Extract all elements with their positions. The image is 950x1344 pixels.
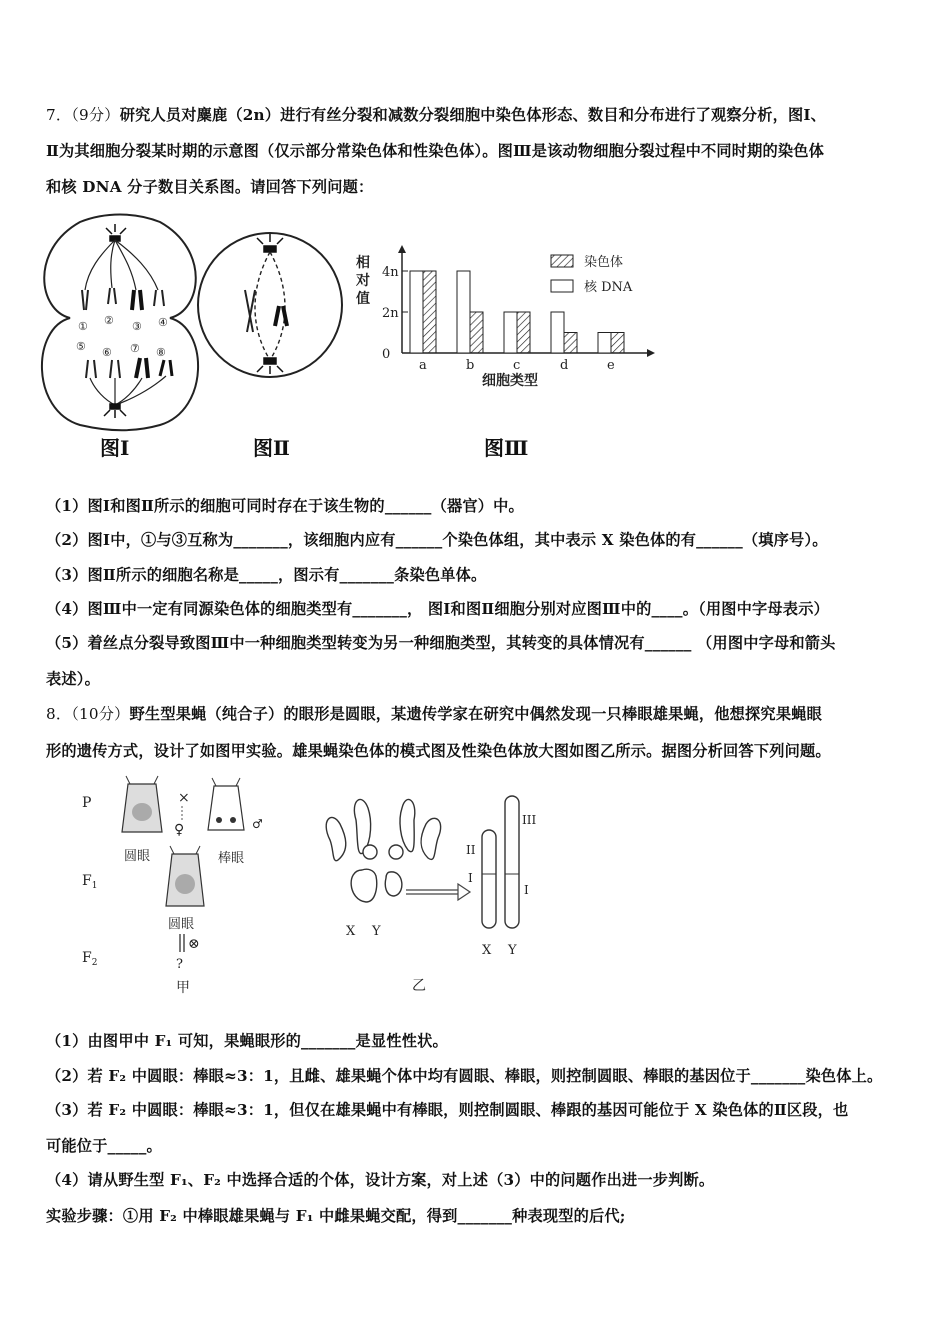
figure-1-caption: 图Ⅰ (100, 436, 130, 460)
q8-line-2: 形的遗传方式，设计了如图甲实验。雄果蝇染色体的模式图及性染色体放大图如图乙所示。据图分析回答下列问题。 (46, 742, 831, 760)
figure-3-caption: 图Ⅲ (484, 436, 529, 460)
chromosome-label-3: ③ (132, 320, 142, 333)
q7-line-3: 和核 DNA 分子数目关系图。请回答下列问题： (46, 178, 374, 196)
region-II-label: II (466, 843, 476, 857)
x-chromosome (482, 830, 496, 928)
q8-sub-3b: 可能位于_____。 (46, 1137, 162, 1155)
q7-sub-5a: （5）着丝点分裂导致图Ⅲ中一种细胞类型转变为另一种细胞类型，其转变的具体情况有______ （用图中字母和箭头 (46, 634, 836, 652)
q7-line-1 (46, 104, 826, 125)
label-F1: $F_1$ (82, 873, 98, 891)
chromosome-label-2: ② (104, 314, 114, 327)
bar-b-chromosome (470, 312, 483, 353)
figure-jia-cross-diagram (72, 772, 272, 1002)
chromosome-X-label: X (482, 943, 492, 958)
karyotype-X-label: X (346, 924, 356, 939)
figure-1-cell-diagram (40, 210, 200, 435)
x-tick-label-e: e (607, 358, 615, 373)
chromosome-label-8: ⑧ (156, 346, 166, 359)
bar-d-chromosome (564, 333, 577, 354)
bar-eye-label: 棒眼 (218, 851, 245, 866)
female-symbol: ♀ (174, 822, 185, 838)
q8-sub-4: （4）请从野生型 F₁、F₂ 中选择合适的个体，设计方案，对上述（3）中的问题作出进一步判断。 (46, 1171, 715, 1189)
q7-sub-3: （3）图Ⅱ所示的细胞名称是_____，图示有_______条染色单体。 (46, 566, 487, 584)
chromosome-label-6: ⑥ (102, 346, 112, 359)
y-tick-label: 2n (382, 306, 399, 321)
legend-label-dna: 核 DNA (584, 280, 633, 295)
q8-number: 8．（10分） (46, 705, 130, 723)
y-tick-label: 0 (382, 347, 391, 362)
fly-karyotype (326, 799, 440, 902)
round-eye-label: 圆眼 (124, 849, 151, 864)
bar-e-chromosome (611, 333, 624, 354)
x-tick-label-b: b (466, 358, 475, 373)
figure-2-caption: 图Ⅱ (253, 436, 290, 460)
legend-swatch-dna (551, 280, 573, 292)
label-P: P (82, 795, 92, 811)
q7-sub-1: （1）图Ⅰ和图Ⅱ所示的细胞可同时存在于该生物的______（器官）中。 (46, 497, 524, 515)
bar-b-dna (457, 271, 470, 353)
q8-sub-3a: （3）若 F₂ 中圆眼：棒眼≈3：1，但仅在雄果蝇中有棒眼，则控制圆眼、棒跟的基因可能位于 X 染色体的Ⅱ区段，也 (46, 1101, 849, 1119)
selfing-symbol: ⊗ (188, 936, 200, 952)
female-round-eye-fly (122, 776, 162, 832)
label-F2: $F_2$ (82, 950, 98, 968)
karyotype-Y-label: Y (372, 924, 381, 939)
q8-line-1 (46, 703, 822, 724)
q7-sub-2: （2）图Ⅰ中，①与③互称为_______，该细胞内应有______个染色体组，其中表示 X 染色体的有______（填序号）。 (46, 531, 828, 549)
chromosome-Y-label: Y (508, 943, 517, 958)
x-axis-label: 细胞类型 (482, 373, 538, 389)
region-I-left-label: I (468, 871, 473, 885)
region-I-right-label: I (524, 883, 529, 897)
y-chromosome (505, 796, 519, 928)
y-axis-label-char: 相 (356, 255, 370, 271)
figure-3-bar-chart (352, 245, 657, 395)
figure-2-cell-diagram (195, 228, 345, 383)
f1-round-eye-fly (166, 846, 204, 906)
figure-yi-caption: 乙 (412, 978, 426, 994)
bar-c-chromosome (517, 312, 530, 353)
region-III-label: III (522, 813, 537, 827)
cross-symbol: × (178, 790, 190, 806)
q8-sub-1: （1）由图甲中 F₁ 可知，果蝇眼形的_______是显性性状。 (46, 1032, 448, 1050)
chromosome-label-4: ④ (158, 316, 168, 329)
f1-round-eye-label: 圆眼 (168, 917, 195, 932)
q8-intro: 野生型果蝇（纯合子）的眼形是圆眼，某遗传学家在研究中偶然发现一只棒眼雄果蝇，他想探究果蝇眼 (129, 705, 822, 723)
q8-sub-4-step: 实验步骤：①用 F₂ 中棒眼雄果蝇与 F₁ 中雌果蝇交配，得到_______种表现型的后代; (46, 1207, 626, 1225)
bar-a-chromosome (423, 271, 436, 353)
figure-yi-chromosome-diagram (310, 790, 550, 1000)
chromosome-label-5: ⑤ (76, 340, 86, 353)
bar-d-dna (551, 312, 564, 353)
bar-a-dna (410, 271, 423, 353)
x-tick-label-d: d (560, 358, 569, 373)
bar-e-dna (598, 333, 611, 354)
y-axis-label-char: 对 (356, 273, 370, 289)
bar-c-dna (504, 312, 517, 353)
male-symbol: ♂ (252, 817, 263, 831)
y-tick-label: 4n (382, 265, 399, 280)
q8-sub-2: （2）若 F₂ 中圆眼：棒眼≈3：1，且雌、雄果蝇个体中均有圆眼、棒眼，则控制圆眼、棒眼的基因位于_______染色体上。 (46, 1067, 883, 1085)
y-axis-label (355, 254, 370, 307)
y-axis-label-char: 值 (356, 291, 370, 307)
chromosome-label-1: ① (78, 320, 88, 333)
legend-swatch-chromosome (551, 255, 573, 267)
f2-question-mark: ? (176, 957, 183, 972)
q7-number: 7．（9分） (46, 106, 120, 124)
x-tick-label-c: c (513, 358, 521, 373)
q7-line-2: Ⅱ为其细胞分裂某时期的示意图（仅示部分常染色体和性染色体）。图Ⅲ是该动物细胞分裂过程中不同时期的染色体 (46, 142, 825, 160)
chromosome-label-7: ⑦ (130, 342, 140, 355)
q7-intro: 研究人员对麋鹿（2n）进行有丝分裂和减数分裂细胞中染色体形态、数目和分布进行了观察分析，图Ⅰ、 (119, 106, 827, 124)
q7-sub-5b: 表述）。 (46, 670, 100, 688)
figure-jia-caption: 甲 (176, 980, 190, 996)
male-bar-eye-fly (208, 778, 244, 830)
x-tick-label-a: a (419, 358, 427, 373)
legend-label-chromosome: 染色体 (584, 255, 624, 270)
q7-sub-4: （4）图Ⅲ中一定有同源染色体的细胞类型有_______， 图Ⅰ和图Ⅱ细胞分别对应图Ⅲ中的____。（用图中字母表示） (46, 600, 829, 618)
